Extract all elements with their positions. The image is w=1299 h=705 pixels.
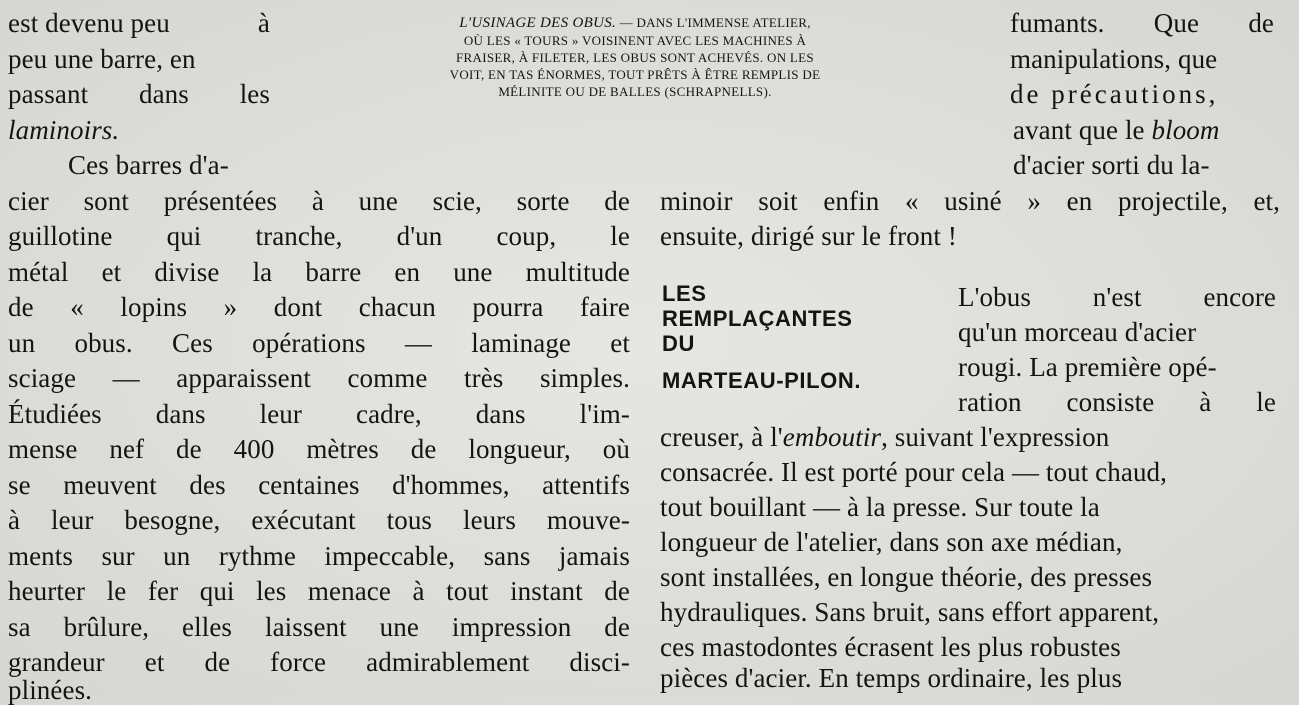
- caption-line: MÉLINITE OU DE BALLES (SCHRAPNELLS).: [498, 84, 772, 99]
- text-line: d'acier sorti du la-: [1013, 150, 1210, 180]
- text-line: sa brûlure, elles laissent une impression de: [8, 612, 630, 642]
- caption-line: FRAISER, À FILETER, LES OBUS SONT ACHEVÉS. ON LES: [456, 50, 814, 65]
- text-line: sciage — apparaissent comme très simples.: [8, 363, 630, 393]
- text-line: passant dans les: [8, 79, 270, 109]
- text-line: se meuvent des centaines d'hommes, attentifs: [8, 470, 630, 500]
- text-line: creuser, à l'emboutir, suivant l'expression: [660, 422, 1110, 452]
- heading-line: REMPLAÇANTES: [662, 306, 853, 331]
- text-line: Étudiées dans leur cadre, dans l'im-: [8, 399, 630, 429]
- text-line: L'obus n'est encore: [958, 282, 1276, 312]
- text-line: consacrée. Il est porté pour cela — tout chaud,: [660, 457, 1167, 487]
- text-line: pièces d'acier. En temps ordinaire, les plus: [660, 663, 1123, 693]
- text-line: ensuite, dirigé sur le front !: [660, 221, 957, 251]
- text-line: de précautions,: [1010, 79, 1219, 109]
- text-line: métal et divise la barre en une multitude: [8, 257, 630, 287]
- word: est devenu peu: [8, 8, 170, 38]
- word: à: [257, 8, 270, 38]
- heading-line: DU: [662, 331, 695, 356]
- text-line: plinées.: [8, 675, 93, 705]
- text-line: guillotine qui tranche, d'un coup, le: [8, 221, 630, 251]
- text-line: minoir soit enfin « usiné » en projectile, et,: [660, 186, 1280, 216]
- text-line: ments sur un rythme impeccable, sans jamais: [8, 541, 630, 571]
- text-line: grandeur et de force admirablement disci-: [8, 647, 630, 677]
- text-line: avant que le bloom: [1013, 115, 1220, 145]
- text-line: qu'un morceau d'acier: [958, 317, 1197, 347]
- text-line: hydrauliques. Sans bruit, sans effort apparent,: [660, 597, 1160, 627]
- text-line: ration consiste à le: [958, 387, 1276, 417]
- heading-line: MARTEAU-PILON.: [662, 368, 862, 393]
- text-line: un obus. Ces opérations — laminage et: [8, 328, 630, 358]
- caption-line: VOIT, EN TAS ÉNORMES, TOUT PRÊTS À ÊTRE REMPLIS DE: [449, 67, 821, 82]
- text-line: peu une barre, en: [8, 44, 196, 74]
- heading-line: LES: [662, 281, 707, 306]
- caption-line: OÙ LES « TOURS » VOISINENT AVEC LES MACHINES À: [463, 33, 807, 48]
- text-line: [8, 10, 270, 37]
- text-line: mense nef de 400 mètres de longueur, où: [8, 434, 630, 464]
- text-line: manipulations, que: [1010, 44, 1218, 74]
- caption-line: L'USINAGE DES OBUS. — DANS L'IMMENSE ATELIER,: [459, 15, 811, 31]
- text-line: sont installées, en longue théorie, des presses: [660, 562, 1153, 592]
- text-line: tout bouillant — à la presse. Sur toute la: [660, 492, 1100, 522]
- text-line: heurter le fer qui les menace à tout instant de: [8, 576, 630, 606]
- text-line: de « lopins » dont chacun pourra faire: [8, 292, 630, 322]
- text-line: Ces barres d'a-: [68, 150, 229, 180]
- text-line: ces mastodontes écrasent les plus robustes: [660, 632, 1121, 662]
- caption-lead: L'USINAGE DES OBUS.: [459, 15, 617, 31]
- text-line: cier sont présentées à une scie, sorte de: [8, 186, 630, 216]
- text-line: longueur de l'atelier, dans son axe médian,: [660, 527, 1123, 557]
- figure-caption: [305, 14, 965, 100]
- text-line: laminoirs.: [8, 115, 120, 145]
- text-line: fumants. Que de: [1010, 8, 1274, 38]
- text-line: à leur besogne, exécutant tous leurs mouve-: [8, 505, 630, 535]
- text-line: rougi. La première opé-: [958, 352, 1217, 382]
